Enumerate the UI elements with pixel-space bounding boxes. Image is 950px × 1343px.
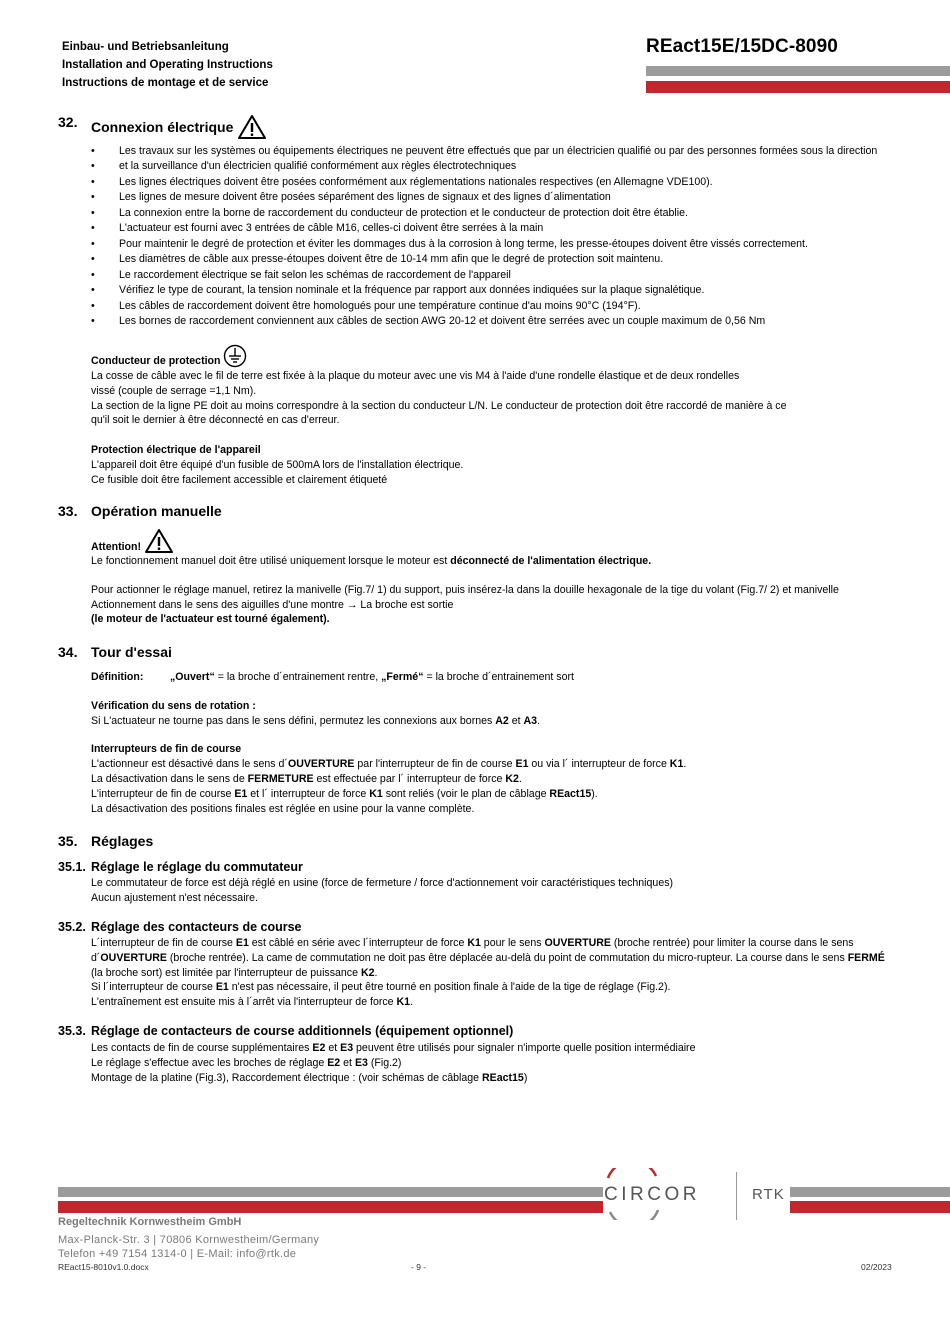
subheading: Conducteur de protection [91,354,221,367]
company-contact [58,1246,296,1262]
section-34-heading [58,644,458,664]
warning-icon [237,114,267,143]
protective-conductor-block [91,344,786,428]
paragraph-line: Si l´interrupteur de course E1 n'est pas nécessaire, il peut être tourné en position finale à l'aide de la tige de réglage (Fig.2). [91,981,671,994]
attention-label: Attention! [91,541,142,553]
switch-adjust-block [91,876,673,906]
rtk-logo: RTK [752,1186,785,1203]
paragraph-line: qu'il soit le dernier à être déconnecté en cas d'erreur. [91,414,340,427]
section-title: Réglages [91,833,154,849]
paragraph-line: (le moteur de l'actuateur est tourné également). [91,613,330,626]
section-32-heading [58,114,458,138]
section-number: 35.2. [58,920,86,934]
paragraph-line: Aucun ajustement n'est nécessaire. [91,891,258,904]
section-title: Connexion électrique [91,119,234,136]
device-protection-block [91,443,463,487]
section-number: 32. [58,114,78,130]
subheading: Vérification du sens de rotation : [91,699,256,712]
footer-gray-bar [58,1187,603,1197]
list-item: • Le raccordement électrique se fait selon les schémas de raccordement de l'appareil [91,268,877,283]
section-number: 33. [58,503,78,519]
footer-red-bar-right [790,1201,950,1213]
section-35-3-heading [58,1024,658,1042]
paragraph-line: Actionnement dans le sens des aiguilles d'une montre → La broche est sortie [91,598,454,611]
section-35-heading [58,833,458,853]
paragraph-line: La désactivation dans le sens de FERMETURE est effectuée par l´ interrupteur de force K2. [91,772,522,785]
section-number: 35. [58,833,78,849]
paragraph-line: Les contacts de fin de course supplémentaires E2 et E3 peuvent être utilisés pour signaler n'importe quelle position intermédiaire [91,1042,696,1054]
manual-operation-block [91,528,839,627]
paragraph-line: La désactivation des positions finales est réglée en usine pour la vanne complète. [91,802,475,815]
paragraph-line: L´interrupteur de fin de course E1 est câblé en série avec l´interrupteur de force K1 pour le sens OUVERTURE (broche rentrée) pour limiter la course dans le sens [91,937,854,949]
paragraph-line: Montage de la platine (Fig.3), Raccordement électrique : (voir schémas de câblage REact15) [91,1071,528,1084]
paragraph-line: Le fonctionnement manuel doit être utilisé uniquement lorsque le moteur est déconnecté de l'alimentation électrique. [91,555,652,567]
company-name: Regeltechnik Kornwestheim GmbH [58,1216,242,1228]
list-item: • La connexion entre la borne de raccordement du conducteur de protection et le conducteur de protection doit être établie. [91,206,877,221]
section-number: 35.1. [58,860,86,874]
section-33-heading [58,503,458,523]
header-line-fr: Instructions de montage et de service [62,77,269,89]
file-name: REact15-8010v1.0.docx [58,1262,149,1272]
logo-divider [736,1172,737,1220]
document-title: REact15E/15DC-8090 [646,36,838,57]
paragraph-line: La cosse de câble avec le fil de terre est fixée à la plaque du moteur avec une vis M4 à l'aide d'une rondelle élastique et de deux rondelles [91,370,740,382]
paragraph-line: L'actionneur est désactivé dans le sens d´OUVERTURE par l'interrupteur de fin de course E1 ou via l´ interrupteur de force K1. [91,758,687,771]
additional-limit-switch-block [91,1041,695,1085]
list-item: • Les câbles de raccordement doivent être homologués pour une température continue d'au moins 90°C (194°F). [91,299,877,314]
contact-line: Telefon +49 7154 1314-0 | E-Mail: info@rtk.de [58,1248,297,1260]
list-item: • Pour maintenir le degré de protection et éviter les dommages dus à la corrosion à long terme, les presse-étoupes doivent être vissés correctement. [91,237,877,252]
section-title: Réglage le réglage du commutateur [91,860,303,874]
list-item: • Les bornes de raccordement conviennent aux câbles de section AWG 20-12 et doivent être serrées avec un couple maximum de 0,56 Nm [91,314,877,329]
address-line: Max-Planck-Str. 3 | 70806 Kornwestheim/Germany [58,1234,320,1246]
paragraph-line: L'interrupteur de fin de course E1 et l´ interrupteur de force K1 sont reliés (voir le plan de câblage REact15). [91,787,598,800]
section-number: 35.3. [58,1024,86,1038]
subheading: Protection électrique de l'appareil [91,444,261,456]
paragraph-line: vissé (couple de serrage =1,1 Nm). [91,384,257,397]
list-item: • Vérifiez le type de courant, la tension nominale et la fréquence par rapport aux données indiquées sur la plaque signalétique. [91,283,877,298]
page-number: - 9 - [411,1262,427,1272]
test-run-block [91,670,686,816]
list-item: • Les lignes de mesure doivent être posées séparément des lignes de signaux et des lignes d´alimentation [91,190,877,205]
electrical-bullet-list [91,144,877,329]
list-item: • et la surveillance d'un électricien qualifié conformément aux règles électrotechniques [91,159,877,174]
section-number: 34. [58,644,78,660]
paragraph-line: La section de la ligne PE doit au moins correspondre à la section du conducteur L/N. Le conducteur de protection doit être raccordé de manière à ce [91,399,787,412]
section-title: Tour d'essai [91,644,172,660]
header-gray-bar [646,66,950,76]
header-lines [62,38,273,92]
section-title: Opération manuelle [91,503,222,519]
section-title: Réglage de contacteurs de course additionnels (équipement optionnel) [91,1024,514,1038]
limit-switch-block [91,936,885,1010]
paragraph-line: d´OUVERTURE (broche rentrée). La came de commutation ne doit pas être déplacée au-delà du point de commutation du micro-rupteur. La course dans le sens FERMÉ [91,951,885,964]
paragraph-line: Ce fusible doit être facilement accessible et clairement étiqueté [91,473,388,486]
header-line-de: Einbau- und Betriebsanleitung [62,41,229,53]
paragraph-line: (la broche sort) est limitée par l'interrupteur de puissance K2. [91,966,378,979]
section-title: Réglage des contacteurs de course [91,920,302,934]
paragraph-line: L'appareil doit être équipé d'un fusible de 500mA lors de l'installation électrique. [91,458,464,471]
list-item: • Les diamètres de câble aux presse-étoupes doivent être de 10-14 mm afin que le degré de protection soit maintenu. [91,252,877,267]
list-item: • Les lignes électriques doivent être posées conformément aux réglementations nationales respectives (en Allemagne VDE100). [91,175,877,190]
paragraph-line: Si L'actuateur ne tourne pas dans le sens défini, permutez les connexions aux bornes A2 et A3. [91,714,541,727]
header-red-bar [646,81,950,93]
footer-red-bar [58,1201,603,1213]
header-line-en: Installation and Operating Instructions [62,59,273,71]
paragraph-line: Le commutateur de force est déjà réglé en usine (force de fermeture / force d'actionnement voir caractéristiques techniques) [91,877,674,889]
brand-logo: CIRCOR [604,1184,700,1205]
paragraph-line: Pour actionner le réglage manuel, retirez la manivelle (Fig.7/ 1) du support, puis insérez-la dans la douille hexagonale de la tige du volant (Fig.7/ 2) et manivelle [91,583,839,596]
definition-line: Définition: „Ouvert“ = la broche d´entrainement rentre, „Fermé“ = la broche d´entrainement sort [91,671,574,683]
subheading: Interrupteurs de fin de course [91,743,242,756]
document-date: 02/2023 [861,1262,892,1272]
paragraph-line: Le réglage s'effectue avec les broches de réglage E2 et E3 (Fig.2) [91,1056,402,1069]
list-item: • Les travaux sur les systèmes ou équipements électriques ne peuvent être effectués que par un électricien qualifié ou par des personnes formées sous la direction [91,144,877,159]
paragraph-line: L'entraînement est ensuite mis à l´arrêt via l'interrupteur de force K1. [91,996,414,1009]
list-item: • L'actuateur est fourni avec 3 entrées de câble M16, celles-ci doivent être serrées à la main [91,221,877,236]
footer-gray-bar-right [790,1187,950,1197]
